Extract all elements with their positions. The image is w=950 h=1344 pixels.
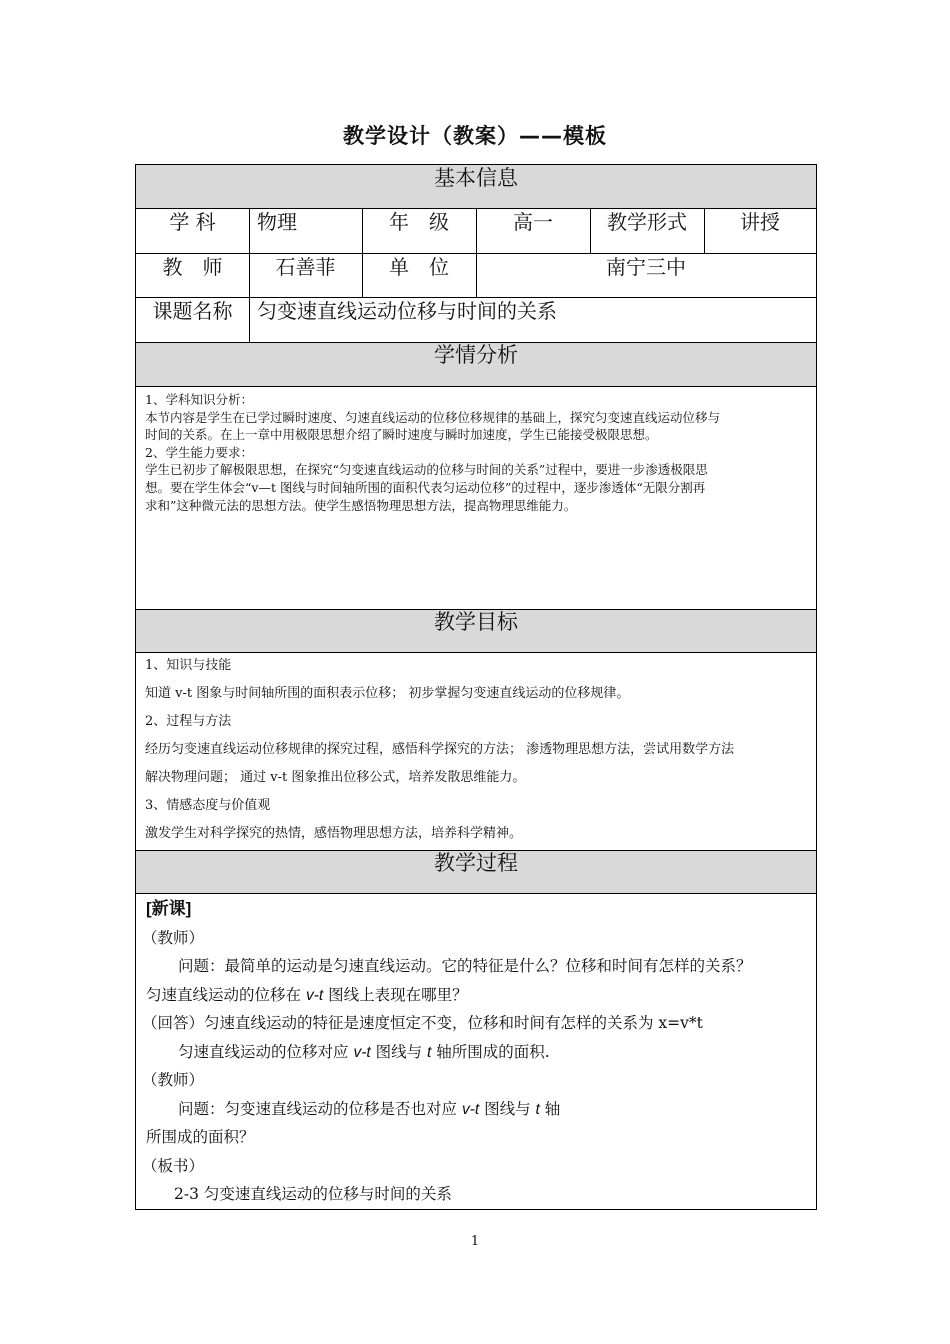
form-value: 讲授 [740, 210, 780, 234]
new-lesson-label: [新课] [146, 899, 192, 918]
grade-label: 年 级 [389, 210, 449, 234]
goals-line: 知道 v-t 图象与时间轴所围的面积表示位移； 初步掌握匀变速直线运动的位移规律。 [145, 686, 630, 701]
goals-line: 3、情感态度与价值观 [145, 798, 271, 813]
analysis-line: 想。要在学生体会“v—t 图线与时间轴所围的面积代表匀运动位移”的过程中，逐步渗透体“无限分割再 [145, 479, 706, 495]
rule [136, 386, 816, 387]
topic-label: 课题名称 [152, 299, 233, 323]
goals-header: 教学目标 [434, 610, 518, 634]
process-line: 匀速直线运动的位移在 v-t 图线上表现在哪里？ [146, 985, 468, 1004]
process-text [136, 895, 818, 1209]
process-line: 问题：最简单的运动是匀速直线运动。它的特征是什么？位移和时间有怎样的关系？ [178, 957, 752, 975]
process-line: 所围成的面积？ [146, 1128, 255, 1146]
goals-line: 1、知识与技能 [145, 658, 232, 673]
process-line: （教师） [142, 1071, 205, 1089]
analysis-text [145, 391, 811, 514]
process-line: （板书） [142, 1156, 205, 1175]
grade-value: 高一 [513, 210, 553, 234]
goals-line: 2、过程与方法 [145, 714, 232, 729]
process-line: 问题：匀变速直线运动的位移是否也对应 v-t 图线与 t 轴 [178, 1099, 561, 1118]
goals-text [145, 652, 811, 848]
goals-line: 经历匀变速直线运动位移规律的探究过程，感悟科学探究的方法； 渗透物理思想方法，尝试用数学方法 [145, 742, 735, 757]
analysis-line: 学生已初步了解极限思想，在探究“匀变速直线运动的位移与时间的关系”过程中，要进一步渗透极限思 [145, 462, 708, 478]
goals-line: 解决物理问题； 通过 v-t 图象推出位移公式，培养发散思维能力。 [145, 770, 526, 785]
analysis-line: 求和”这种微元法的思想方法。使学生感悟物理思想方法，提高物理思维能力。 [145, 497, 577, 513]
analysis-line: 时间的关系。在上一章中用极限思想介绍了瞬时速度与瞬时加速度，学生已能接受极限思想。 [145, 427, 658, 443]
teacher-label: 教 师 [162, 255, 223, 279]
process-line: （回答）匀速直线运动的特征是速度恒定不变，位移和时间有怎样的关系为 x=v*t [142, 1014, 703, 1032]
page-number: 1 [470, 1234, 480, 1249]
process-header: 教学过程 [434, 851, 518, 875]
analysis-line: 本节内容是学生在已学过瞬时速度、匀速直线运动的位移位移规律的基础上，探究匀变速直线运动位移与 [145, 409, 721, 425]
form-label: 教学形式 [607, 210, 687, 234]
document-title: 教学设计（教案）——模板 [343, 124, 607, 148]
goals-line: 激发学生对科学探究的热情，感悟物理思想方法，培养科学精神。 [145, 826, 523, 841]
rule [136, 893, 816, 894]
teacher-value: 石善菲 [275, 255, 336, 279]
subject-value: 物理 [257, 210, 297, 234]
process-line: （教师） [142, 928, 205, 947]
unit-label: 单 位 [389, 255, 449, 279]
process-line: 匀速直线运动的位移对应 v-t 图线与 t 轴所围成的面积. [178, 1042, 550, 1061]
analysis-line: 1、学科知识分析： [145, 392, 253, 407]
basic-info-header: 基本信息 [434, 166, 518, 190]
lesson-plan-table [135, 164, 817, 1210]
subject-label: 学 科 [169, 210, 216, 234]
unit-value: 南宁三中 [606, 255, 686, 279]
analysis-header: 学情分析 [434, 343, 518, 367]
process-line: 2-3 匀变速直线运动的位移与时间的关系 [174, 1185, 452, 1203]
topic-value: 匀变速直线运动位移与时间的关系 [257, 299, 557, 323]
analysis-line: 2、学生能力要求： [145, 444, 253, 460]
